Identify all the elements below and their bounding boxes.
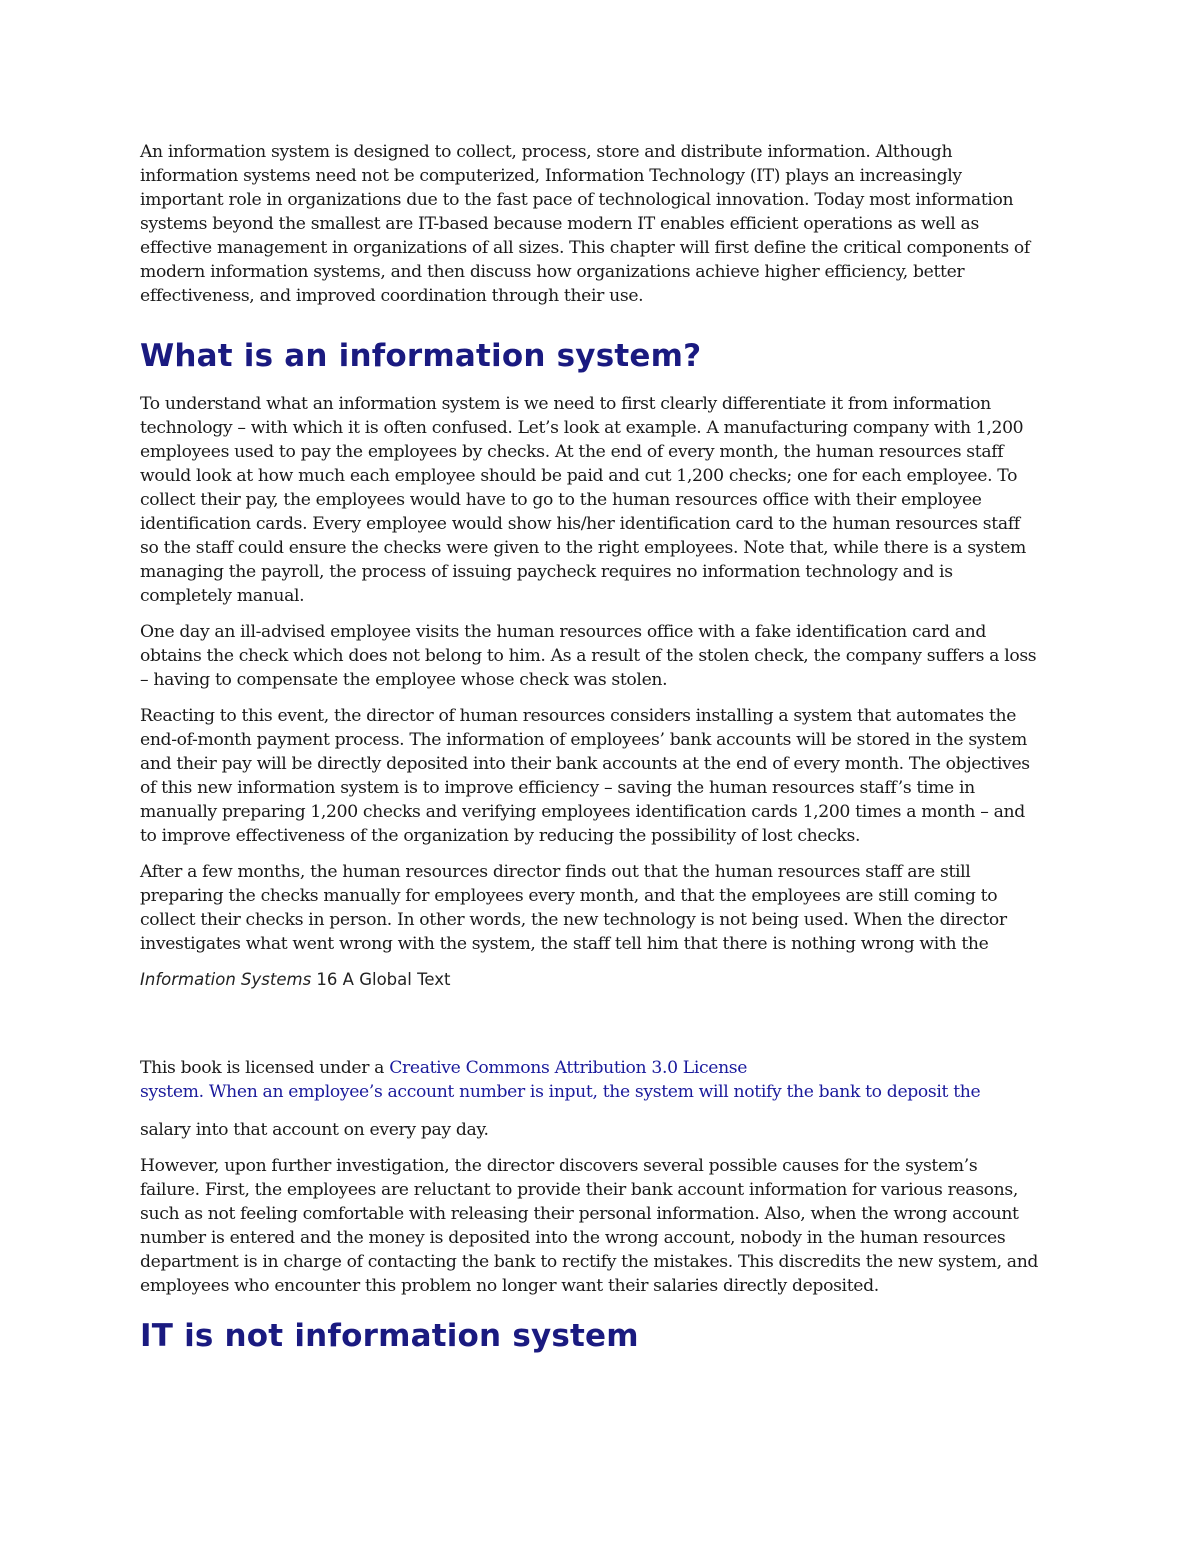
footer-book-title: Information Systems <box>140 970 312 989</box>
paragraph-salary-deposit: salary into that account on every pay day. <box>140 1120 489 1140</box>
license-prefix: This book is licensed under a <box>140 1058 390 1078</box>
footer-suffix: A Global Text <box>342 970 451 989</box>
intro-paragraph: An information system is designed to collect, process, store and distribute information. Although information systems need not be computerized, Information Technology (IT) plays an increasingly important role in organizations due to the fast pace of technological innovation. Today most information systems beyond the smallest are IT-based because modern IT enables efficient operations as well as effective management in organizations of all sizes. This chapter will first define the critical components of modern information systems, and then discuss how organizations achieve higher efficiency, better effectiveness, and improved coordination through their use. <box>140 142 1030 306</box>
document-page <box>140 140 1060 1354</box>
paragraph-after-months: After a few months, the human resources director finds out that the human resources staff are still preparing the checks manually for employees every month, and that the employees are still coming to collect their checks in person. In other words, the new technology is not being used. When the director investigates what went wrong with the system, the staff tell him that there is nothing wrong with the <box>140 862 1007 954</box>
paragraph-stolen-check: One day an ill-advised employee visits the human resources office with a fake identification card and obtains the check which does not belong to him. As a result of the stolen check, the company suffers a loss – having to compensate the employee whose check was stolen. <box>140 622 1037 690</box>
section-heading-what-is-information-system: What is an information system? <box>140 338 702 374</box>
paragraph-investigation: However, upon further investigation, the director discovers several possible causes for the system’s failure. First, the employees are reluctant to provide their bank account information for various reasons, such as not feeling comfortable with releasing their personal information. Also, when the wrong account number is entered and the money is deposited into the wrong account, nobody in the human resources department is in charge of contacting the bank to rectify the mistakes. This discredits the new system, and employees who encounter this problem no longer want their salaries directly deposited. <box>140 1156 1039 1296</box>
section-heading-it-not-information-system: IT is not information system <box>140 1318 639 1354</box>
page-footer <box>140 968 1060 992</box>
footer-page-number: 16 <box>316 970 338 989</box>
continued-link-line[interactable]: system. When an employee’s account number is input, the system will notify the bank to deposit the <box>140 1082 981 1102</box>
license-line <box>140 1056 1060 1080</box>
paragraph-new-system: Reacting to this event, the director of human resources considers installing a system that automates the end-of-month payment process. The information of employees’ bank accounts will be stored in the system and their pay will be directly deposited into their bank accounts at the end of every month. The objectives of this new information system is to improve efficiency – saving the human resources staff’s time in manually preparing 1,200 checks and verifying employees identification cards 1,200 times a month – and to improve effectiveness of the organization by reducing the possibility of lost checks. <box>140 706 1030 846</box>
paragraph-payroll-example: To understand what an information system is we need to first clearly differentiate it from information technology – with which it is often confused. Let’s look at example. A manufacturing company with 1,200 employees used to pay the employees by checks. At the end of every month, the human resources staff would look at how much each employee should be paid and cut 1,200 checks; one for each employee. To collect their pay, the employees would have to go to the human resources office with their employee identification cards. Every employee would show his/her identification card to the human resources staff so the staff could ensure the checks were given to the right employees. Note that, while there is a system managing the payroll, the process of issuing paycheck requires no information technology and is completely manual. <box>140 394 1026 606</box>
license-link[interactable]: Creative Commons Attribution 3.0 License <box>389 1058 748 1078</box>
